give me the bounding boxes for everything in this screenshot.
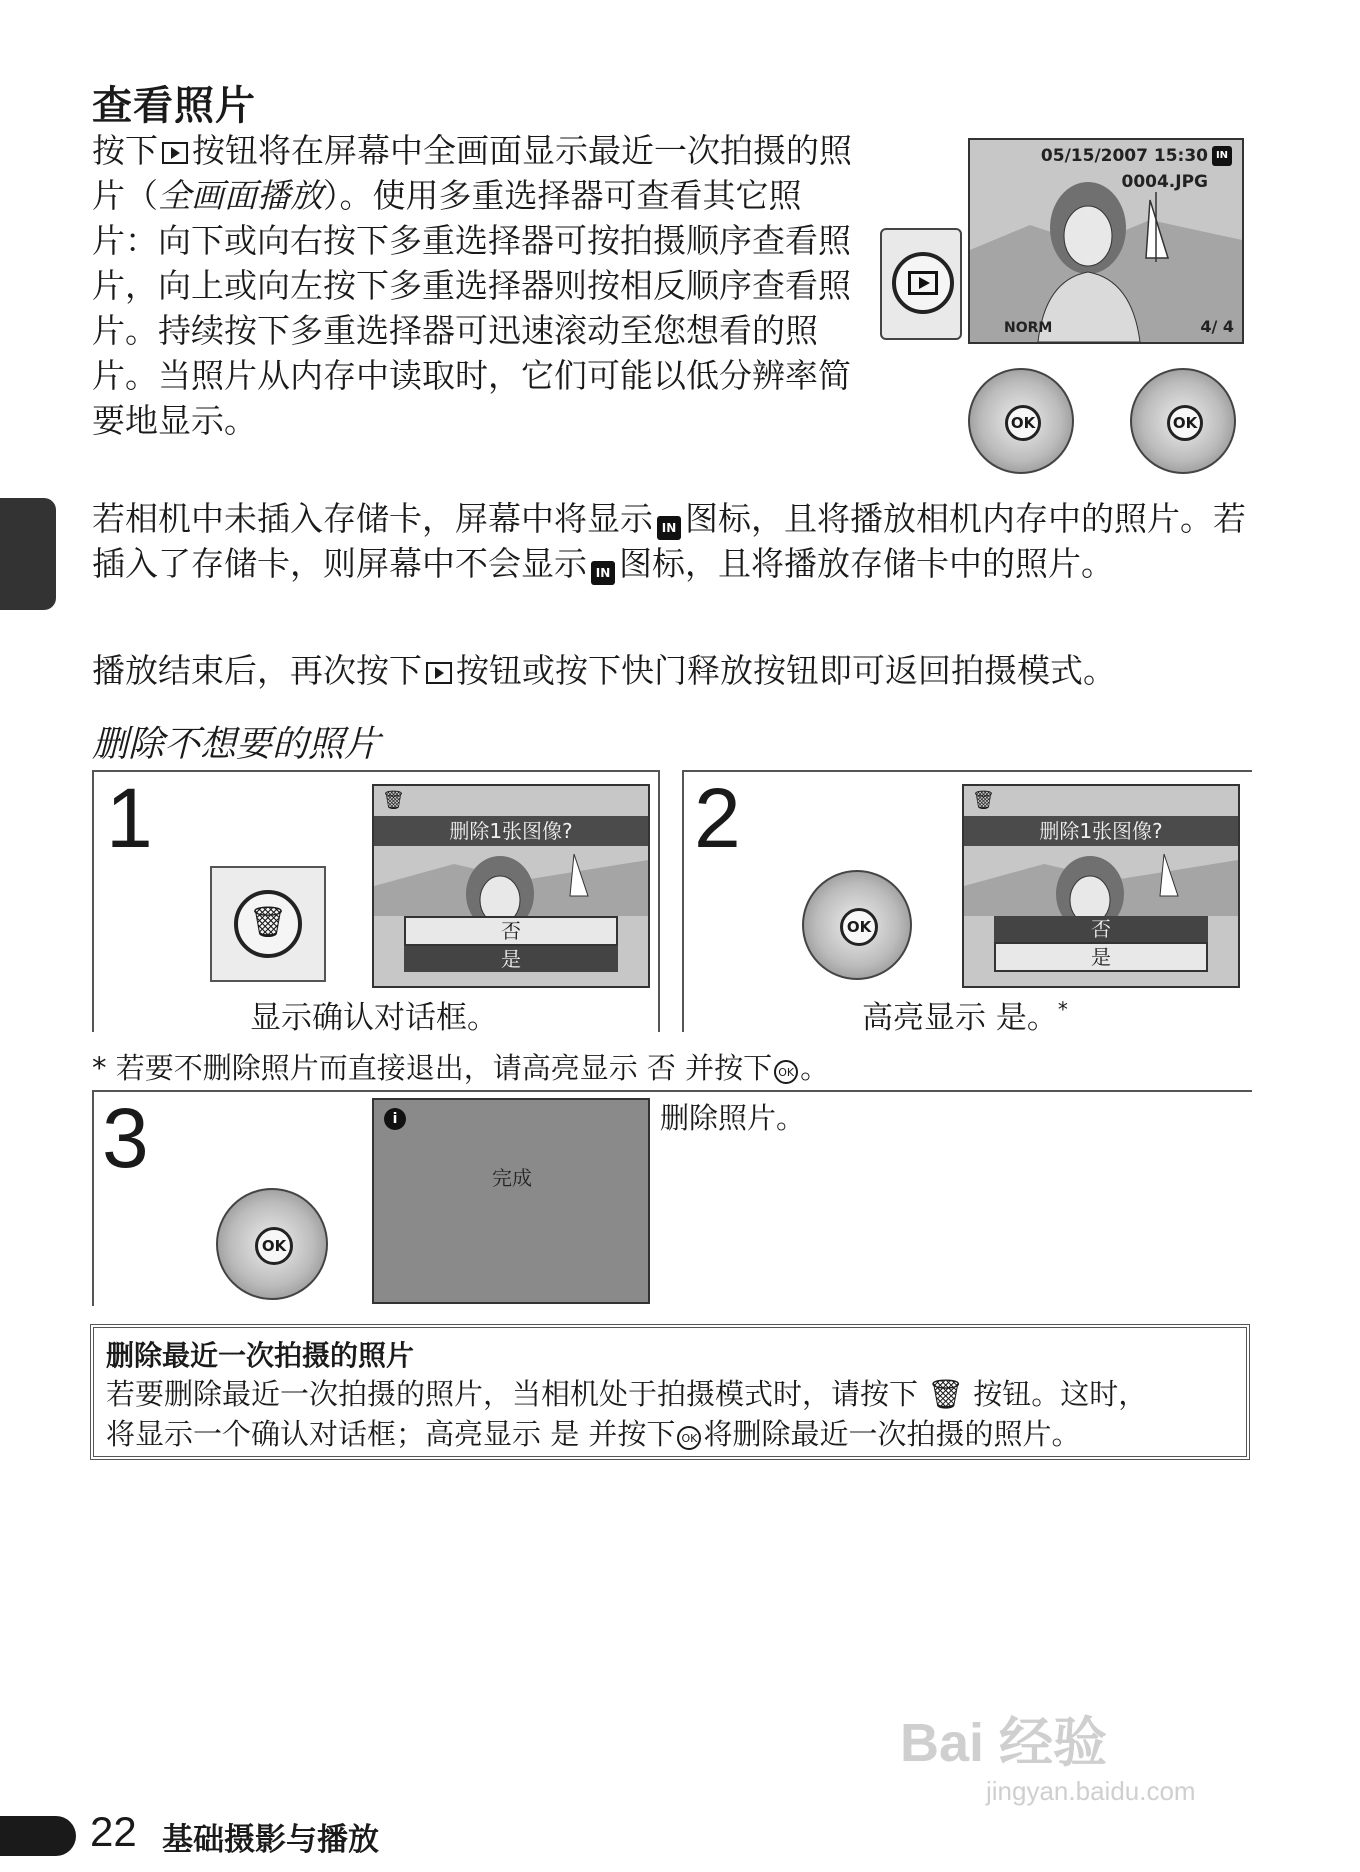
screen-filename: 0004.JPG [1121, 172, 1208, 192]
page-number: 22 [90, 1808, 137, 1855]
return-paragraph: 播放结束后，再次按下 按钮或按下快门释放按钮即可返回拍摄模式。 [92, 651, 1116, 690]
delete-section-heading: 删除不想要的照片 [92, 724, 381, 765]
internal-memory-icon: IN [591, 561, 615, 585]
step-number: 2 [694, 771, 741, 865]
ok-button: OK [1167, 405, 1203, 441]
photo-scene [964, 846, 1238, 916]
option-no: 否 [994, 916, 1208, 942]
playback-button-illustration [880, 228, 962, 340]
photo-scene [374, 846, 648, 916]
delete-dialog-screen [962, 784, 1240, 988]
dialog-title: 删除1张图像? [964, 816, 1238, 846]
tip-title: 删除最近一次拍摄的照片 [106, 1339, 415, 1372]
multi-selector-down-right [968, 368, 1074, 474]
ok-button: OK [840, 908, 878, 946]
memory-paragraph: 若相机中未插入存储卡，屏幕中将显示 IN 图标，且将播放相机内存中的照片。若插入了存储卡，则屏幕中不会显示 IN 图标，且将播放存储卡中的照片。 [92, 499, 1246, 583]
watermark-url: jingyan.baidu.com [986, 1776, 1196, 1806]
watermark-brand: Bai 经验 [900, 1713, 1108, 1773]
done-text: 完成 [492, 1166, 532, 1190]
trash-icon: 🗑 [972, 790, 995, 811]
step-1-caption: 显示确认对话框。 [250, 1000, 498, 1036]
screen-datetime: 05/15/2007 15:30 [1040, 146, 1208, 166]
multi-selector-down [802, 870, 912, 980]
internal-memory-icon: IN [657, 516, 681, 540]
option-yes: 是 [994, 942, 1208, 972]
ok-button: OK [1005, 405, 1041, 441]
tip-line-1: 若要删除最近一次拍摄的照片，当相机处于拍摄模式时，请按下 🗑 按钮。这时， [106, 1377, 1148, 1411]
internal-memory-icon: IN [1212, 146, 1232, 166]
intro-paragraph: 按下 按钮将在屏幕中全画面显示最近一次拍摄的照片（全画面播放）。使用多重选择器可查看其它照片：向下或向右按下多重选择器可按拍摄顺序查看照片，向上或向左按下多重选择器则按相反顺序查看照片。持续按下多重选择器可迅速滚动至您想看的照片。当照片从内存中读取时，它们可能以低分辨率简要地显示。 [92, 131, 852, 440]
delete-dialog-screen [372, 784, 650, 988]
frame-counter: 4/ 4 [1200, 317, 1234, 336]
playback-icon [162, 142, 188, 164]
step-number: 3 [102, 1091, 149, 1185]
photo-scene [970, 140, 1242, 342]
info-icon: i [384, 1108, 406, 1130]
step-3-caption: 删除照片。 [660, 1101, 806, 1135]
playback-icon [426, 662, 452, 684]
page-title: 查看照片 [92, 83, 256, 129]
done-screen [372, 1098, 650, 1304]
trash-icon: 🗑 [382, 790, 405, 811]
ok-button: OK [255, 1227, 293, 1265]
delete-button-illustration [210, 866, 326, 982]
ok-icon: OK [677, 1426, 701, 1450]
step-number: 1 [106, 771, 153, 865]
footnote: * 若要不删除照片而直接退出，请高亮显示 否 并按下 OK 。 [92, 1051, 830, 1085]
dialog-title: 删除1张图像? [374, 816, 648, 846]
option-no: 否 [404, 916, 618, 946]
tip-line-2: 将显示一个确认对话框；高亮显示 是 并按下 OK 将删除最近一次拍摄的照片。 [106, 1417, 1081, 1451]
option-yes: 是 [404, 946, 618, 972]
playback-screen [968, 138, 1244, 344]
step-2-caption: 高亮显示 是。* [862, 997, 1068, 1036]
tip-box [90, 1324, 1250, 1460]
section-title: 基础摄影与播放 [162, 1822, 379, 1858]
chapter-tab [0, 498, 56, 610]
multi-selector [216, 1188, 328, 1300]
ok-icon: OK [774, 1060, 798, 1084]
multi-selector-up-left [1130, 368, 1236, 474]
footer-bar [0, 1816, 76, 1856]
quality-label: NORM [1004, 320, 1053, 336]
trash-icon: 🗑 [234, 890, 302, 958]
playback-icon [908, 271, 938, 295]
